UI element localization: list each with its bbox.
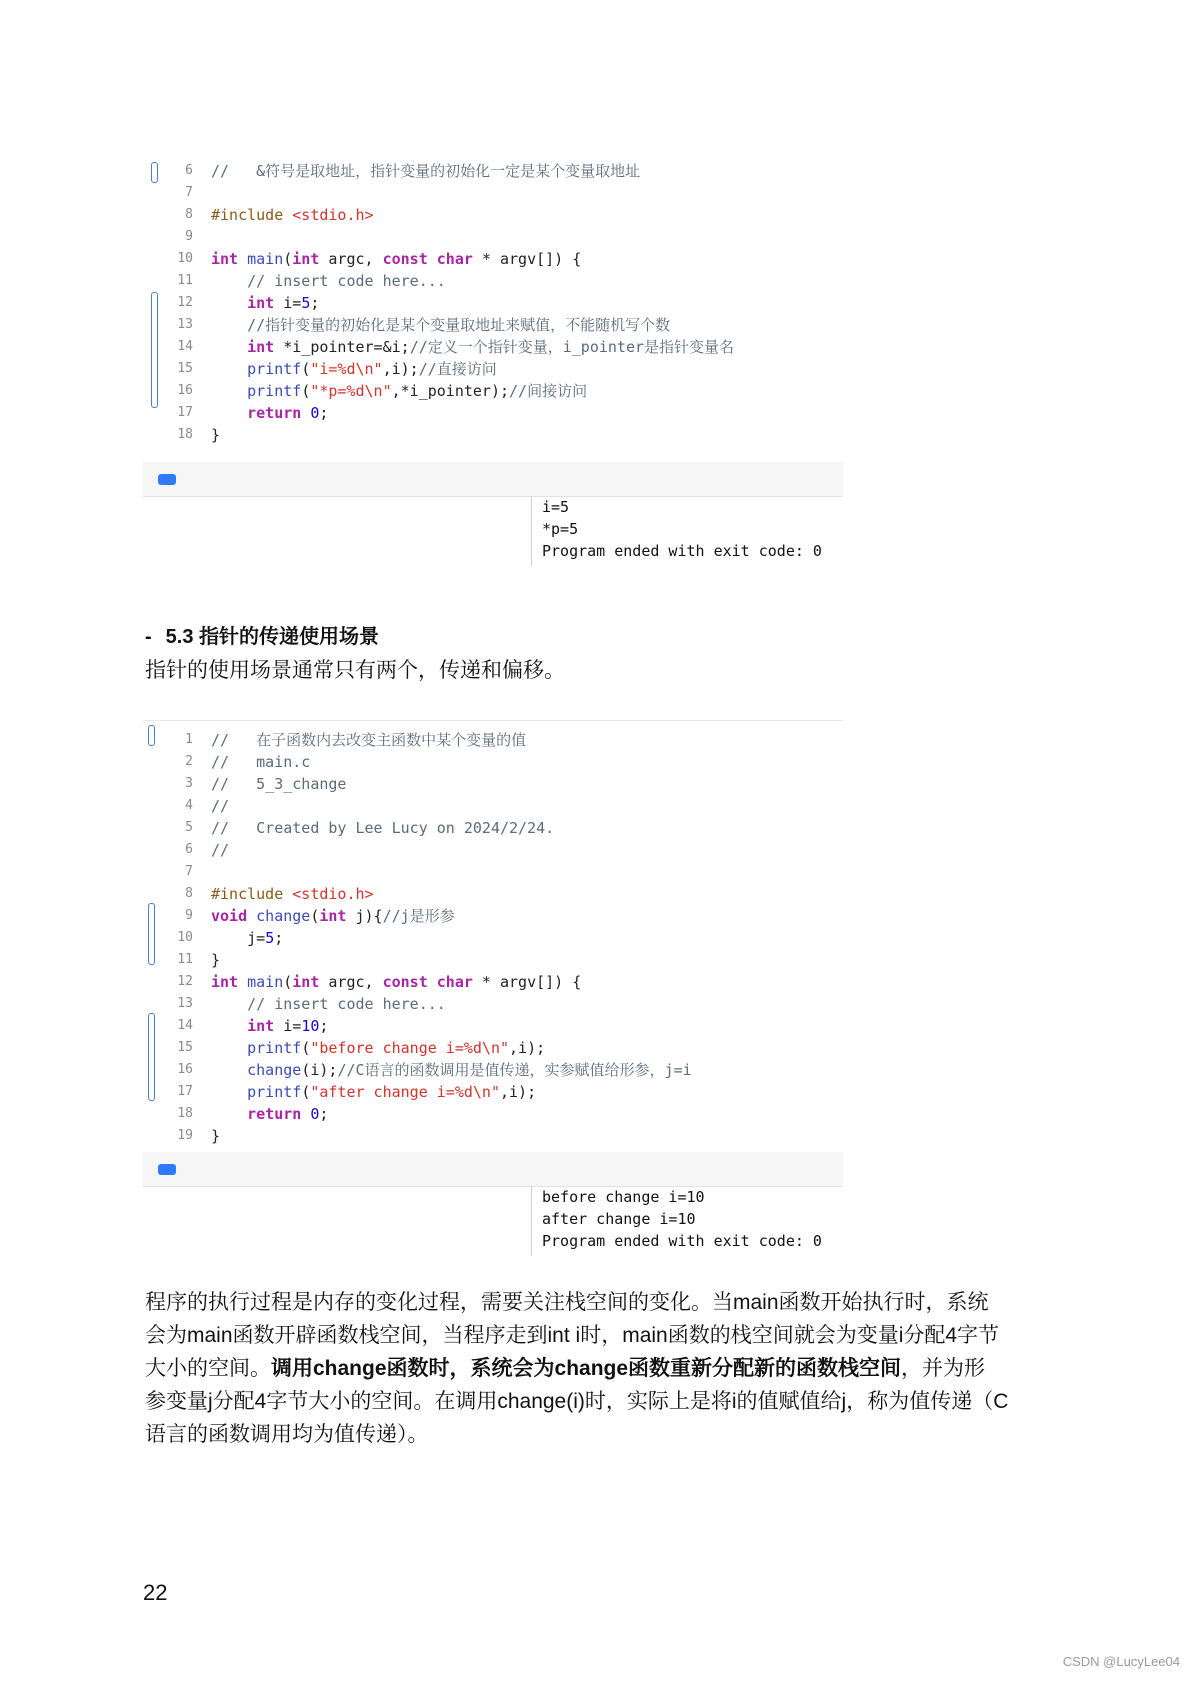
code-token: ; [319,1105,329,1123]
code-token: printf [247,1083,302,1101]
code-text [211,751,310,773]
code-token [238,250,247,268]
code-text [211,402,328,424]
line-number: 15 [177,1040,193,1055]
breakpoint-marker[interactable] [148,725,155,746]
code-text [211,773,346,795]
code-text [211,1059,692,1081]
line-number: 5 [185,820,193,835]
code-line [143,883,843,905]
bullet-dash: - [145,626,152,648]
code-token: i= [274,1017,302,1035]
code-line [143,949,843,971]
code-token: int [247,294,275,312]
line-number: 13 [177,317,193,332]
code-token: *i_pointer=&i; [274,338,410,356]
code-token: "before change i=%d\n" [310,1039,510,1057]
code-text [211,336,734,358]
code-token: //定义一个指针变量，i_pointer是指针变量名 [409,338,735,356]
code-token: // &符号是取地址，指针变量的初始化一定是某个变量取地址 [211,162,641,180]
code-token: j= [211,929,266,947]
line-number: 4 [185,798,193,813]
line-number: 7 [185,864,193,879]
code-token: // insert code here... [211,995,446,1013]
code-token: } [211,426,221,444]
code-token: "i=%d\n" [310,360,383,378]
code-token: 10 [301,1017,320,1035]
line-number: 16 [177,383,193,398]
line-number: 12 [177,295,193,310]
code-token: return [247,1105,302,1123]
breakpoint-marker[interactable] [151,292,158,408]
code-token: printf [247,360,302,378]
code-line [143,751,843,773]
code-token [211,1105,247,1123]
code-line [143,182,843,204]
console-line: Program ended with exit code: 0 [542,1232,822,1250]
code-line [143,1081,843,1103]
code-token: //C语言的函数调用是值传递，实参赋值给形参，j=i [337,1061,692,1079]
code-token: int [292,973,320,991]
code-token: int [319,907,347,925]
code-text [211,795,229,817]
code-line [143,314,843,336]
code-token [428,250,437,268]
code-line [143,1037,843,1059]
code-token: 5 [301,294,311,312]
code-line [143,402,843,424]
explanation-line: 会为main函数开辟函数栈空间，当程序走到int i时，main函数的栈空间就会为变量i分配4字节 [145,1324,1000,1347]
console-line: Program ended with exit code: 0 [542,542,822,560]
code-text [211,248,581,270]
line-number: 14 [177,339,193,354]
console-output-2 [531,1186,822,1256]
code-token: //间接访问 [509,382,588,400]
breakpoint-marker[interactable] [148,1013,155,1101]
code-token: ; [310,294,320,312]
code-token: main [247,250,284,268]
code-token: char [436,250,473,268]
code-line [143,839,843,861]
code-line [143,1103,843,1125]
code-text [211,905,455,927]
code-token: int [247,1017,275,1035]
code-token: int [247,338,275,356]
code-token [301,1105,310,1123]
code-token: "after change i=%d\n" [310,1083,500,1101]
code-token: ( [283,250,293,268]
code-token: int [211,973,239,991]
code-token: printf [247,1039,302,1057]
code-token: // main.c [211,753,311,771]
code-token: argc, [319,250,383,268]
code-token: * argv[]) { [472,250,582,268]
console-line: i=5 [542,498,570,516]
code-text [211,817,554,839]
line-number: 17 [177,405,193,420]
code-block-1 [143,160,843,446]
line-number: 12 [177,974,193,989]
code-token: return [247,404,302,422]
code-token: // 5_3_change [211,775,347,793]
code-line [143,971,843,993]
code-token: void [211,907,248,925]
code-token: 0 [310,1105,320,1123]
heading-text: 5.3 指针的传递使用场景 [165,626,380,648]
code-token [211,1061,247,1079]
line-number: 6 [185,842,193,857]
code-token: // insert code here... [211,272,446,290]
code-line [143,1015,843,1037]
code-token: ,i); [382,360,419,378]
code-token: printf [247,382,302,400]
code-text [211,839,229,861]
code-text [211,949,220,971]
intro-paragraph: 指针的使用场景通常只有两个，传递和偏移。 [145,659,565,682]
line-number: 17 [177,1084,193,1099]
code-text [211,380,587,402]
code-token [301,404,310,422]
code-text [211,1103,328,1125]
code-text [211,270,446,292]
code-token [247,907,256,925]
explanation-line: 程序的执行过程是内存的变化过程，需要关注栈空间的变化。当main函数开始执行时，系统 [145,1291,989,1314]
line-number: 1 [185,732,193,747]
line-number: 11 [177,273,193,288]
code-text [211,1081,536,1103]
line-number: 13 [177,996,193,1011]
code-token: // 在子函数内去改变主函数中某个变量的值 [211,731,527,749]
code-token [211,382,247,400]
explanation-paragraph [145,1286,1045,1451]
code-line [143,380,843,402]
code-token: char [436,973,473,991]
code-text [211,358,497,380]
line-number: 18 [177,1106,193,1121]
code-token: ( [301,1039,311,1057]
code-line [143,160,843,182]
line-number: 19 [177,1128,193,1143]
watermark: CSDN @LucyLee04 [1062,1654,1180,1669]
code-line [143,861,843,883]
console-line: *p=5 [542,520,579,538]
code-line [143,905,843,927]
debug-toolbar-1 [143,462,843,497]
code-token: #include [211,206,293,224]
line-number: 8 [185,207,193,222]
line-number: 10 [177,251,193,266]
code-token: ; [319,1017,329,1035]
code-line [143,248,843,270]
code-text [211,729,526,751]
text-span: ，并为形 [901,1357,986,1380]
line-number: 7 [185,185,193,200]
code-block-2 [143,720,843,1147]
code-line [143,226,843,248]
code-token [211,404,247,422]
code-line [143,729,843,751]
code-text [211,424,220,446]
code-text [211,993,446,1015]
code-token: ; [319,404,329,422]
code-text [211,971,581,993]
line-number: 10 [177,930,193,945]
code-token [211,338,247,356]
code-token [211,1039,247,1057]
explanation-line: 参变量j分配4字节大小的空间。在调用change(i)时，实际上是将i的值赋值给j，称为值传递（C [145,1390,1009,1413]
code-token: //指针变量的初始化是某个变量取地址来赋值，不能随机写个数 [211,316,671,334]
page-number: 22 [143,1580,168,1605]
code-text [211,883,374,905]
code-token: //j是形参 [382,907,455,925]
code-token: ( [283,973,293,991]
code-token: ( [310,907,320,925]
console-toggle-icon[interactable] [158,1164,176,1175]
code-token: j){ [346,907,383,925]
explanation-line [145,1352,1045,1385]
code-token: ( [301,360,311,378]
code-token: change [247,1061,302,1079]
line-number: 14 [177,1018,193,1033]
code-line [143,336,843,358]
code-token: ( [301,1083,311,1101]
line-number: 3 [185,776,193,791]
code-token: ,i); [509,1039,546,1057]
code-line [143,817,843,839]
code-token: const [382,250,428,268]
line-number: 2 [185,754,193,769]
code-token: #include [211,885,293,903]
bold-text: 调用change函数时，系统会为change函数重新分配新的函数栈空间 [271,1357,902,1380]
code-text [211,292,319,314]
code-token: const [382,973,428,991]
code-line [143,358,843,380]
code-token: // Created by Lee Lucy on 2024/2/24. [211,819,555,837]
line-number: 16 [177,1062,193,1077]
code-token: 0 [310,404,320,422]
code-token: <stdio.h> [292,885,374,903]
explanation-line: 语言的函数调用均为值传递）。 [145,1423,429,1446]
code-line [143,773,843,795]
code-token: "*p=%d\n" [310,382,392,400]
code-token [238,973,247,991]
code-token: <stdio.h> [292,206,374,224]
code-token: change [256,907,311,925]
code-token: (i); [301,1061,338,1079]
code-text [211,1037,545,1059]
code-token: ; [274,929,284,947]
console-line: after change i=10 [542,1210,696,1228]
code-text [211,314,670,336]
line-number: 9 [185,229,193,244]
code-token: // [211,797,230,815]
console-output-1 [531,496,822,566]
code-token: } [211,951,221,969]
code-line [143,927,843,949]
code-token [211,1017,247,1035]
code-token [211,1083,247,1101]
breakpoint-marker[interactable] [148,903,155,965]
code-token: 5 [265,929,275,947]
code-token: //直接访问 [418,360,497,378]
code-token [211,294,247,312]
line-number: 6 [185,163,193,178]
section-heading [145,620,379,649]
code-text [211,160,640,182]
breakpoint-marker[interactable] [151,162,158,183]
console-toggle-icon[interactable] [158,474,176,485]
code-token [428,973,437,991]
code-text [211,927,283,949]
code-token: ,*i_pointer); [391,382,510,400]
line-number: 8 [185,886,193,901]
code-line [143,1059,843,1081]
line-number: 11 [177,952,193,967]
code-token: main [247,973,284,991]
code-line [143,1125,843,1147]
code-text [211,1125,220,1147]
code-text [211,1015,328,1037]
code-token: argc, [319,973,383,991]
code-token: int [211,250,239,268]
code-line [143,204,843,226]
code-token [211,360,247,378]
line-number: 15 [177,361,193,376]
line-number: 9 [185,908,193,923]
line-number: 18 [177,427,193,442]
code-token: i= [274,294,302,312]
code-token: * argv[]) { [472,973,582,991]
code-token: // [211,841,230,859]
code-line [143,993,843,1015]
debug-toolbar-2 [143,1152,843,1187]
code-token: } [211,1127,221,1145]
console-line: before change i=10 [542,1188,705,1206]
code-line [143,795,843,817]
code-line [143,292,843,314]
code-text [211,204,374,226]
code-token: ,i); [500,1083,537,1101]
code-line [143,270,843,292]
code-token: ( [301,382,311,400]
code-token: int [292,250,320,268]
text-span: 大小的空间。 [145,1357,271,1380]
code-line [143,424,843,446]
